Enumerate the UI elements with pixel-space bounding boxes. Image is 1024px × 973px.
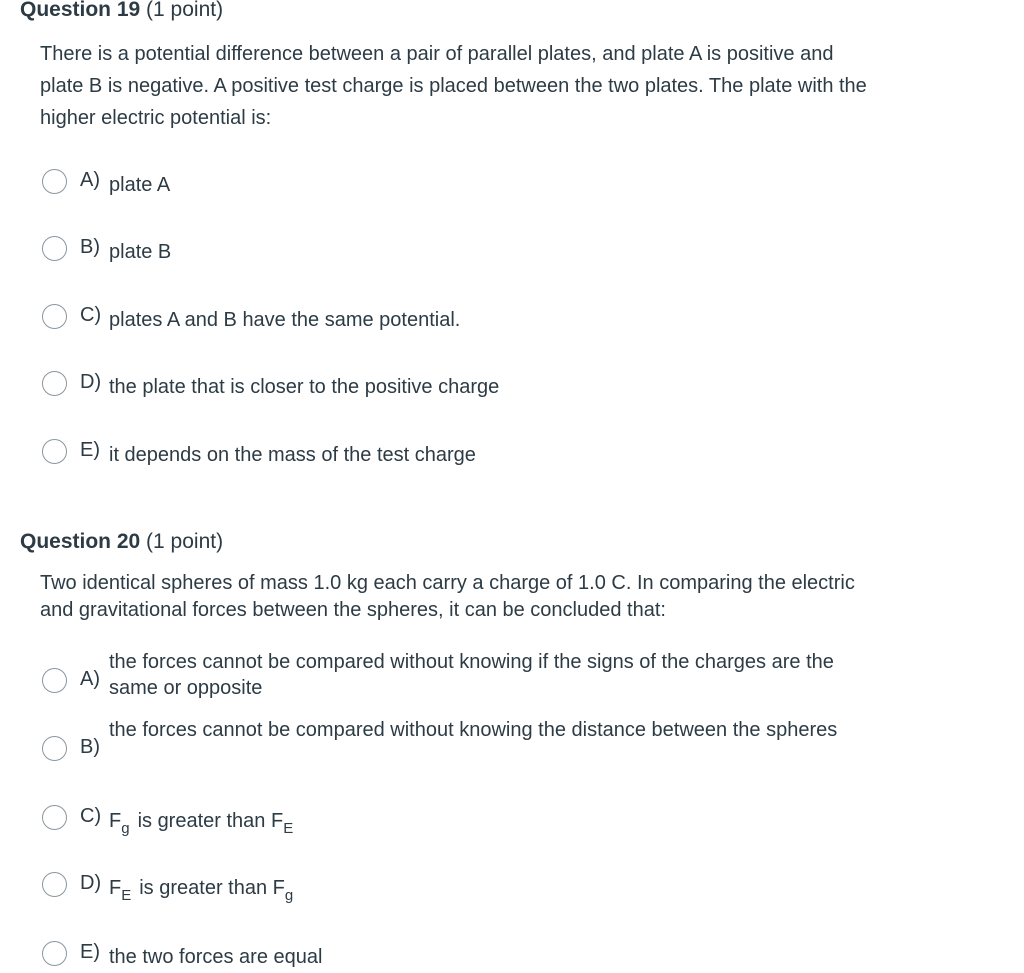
q20-option-e[interactable] <box>42 941 942 969</box>
force-subscript: E <box>121 887 132 904</box>
force-subscript: g <box>121 820 130 837</box>
question-title: Question 20 <box>20 530 141 553</box>
radio-button[interactable] <box>42 872 67 897</box>
q20-option-a[interactable] <box>42 651 942 712</box>
radio-button[interactable] <box>42 236 67 261</box>
option-text: the forces cannot be compared without knowing if the signs of the charges are the same or opposite <box>109 651 834 699</box>
force-subscript: E <box>283 820 294 837</box>
radio-button[interactable] <box>42 371 67 396</box>
option-text <box>109 808 293 836</box>
option-text: the plate that is closer to the positive charge <box>109 376 500 398</box>
q19-option-b[interactable] <box>42 236 942 264</box>
q19-option-a[interactable] <box>42 169 942 197</box>
radio-button[interactable] <box>42 736 67 761</box>
comparison-text: is greater than <box>139 877 268 899</box>
radio-button[interactable] <box>42 439 67 464</box>
question-20-text: Two identical spheres of mass 1.0 kg each carry a charge of 1.0 C. In comparing the electric and gravitational forces between the spheres, it can be concluded that: <box>40 572 855 621</box>
option-letter: A) <box>80 169 100 191</box>
option-text: plates A and B have the same potential. <box>109 309 461 331</box>
question-19-text: There is a potential difference between a pair of parallel plates, and plate A is positive and plate B is negative. A positive test charge is placed between the two plates. The plate with the higher electric potential is: <box>40 43 867 129</box>
option-letter: D) <box>80 371 102 393</box>
option-text: it depends on the mass of the test charge <box>109 444 476 466</box>
q20-option-c[interactable] <box>42 805 942 837</box>
q19-option-c[interactable] <box>42 304 942 332</box>
option-letter: B) <box>80 736 100 758</box>
question-title: Question 19 <box>20 0 141 21</box>
option-text: the forces cannot be compared without knowing the distance between the spheres <box>109 719 838 741</box>
radio-button[interactable] <box>42 668 67 693</box>
force-symbol: F <box>272 877 285 899</box>
option-letter: C) <box>80 805 102 827</box>
option-letter: D) <box>80 872 102 894</box>
option-text: the two forces are equal <box>109 946 323 968</box>
force-subscript: g <box>284 887 294 904</box>
force-symbol: F <box>109 877 122 899</box>
comparison-text: is greater than <box>137 810 266 832</box>
force-symbol: F <box>270 810 284 832</box>
question-points: (1 point) <box>146 530 224 553</box>
option-letter: B) <box>80 236 100 258</box>
option-letter: A) <box>80 668 100 690</box>
option-text: plate B <box>109 241 172 263</box>
force-symbol: F <box>109 810 122 832</box>
q20-option-d[interactable] <box>42 872 942 904</box>
radio-button[interactable] <box>42 941 67 966</box>
option-text <box>109 875 293 903</box>
option-text: plate A <box>109 174 171 196</box>
option-letter: C) <box>80 304 102 326</box>
option-letter: E) <box>80 439 100 461</box>
question-points: (1 point) <box>146 0 224 21</box>
q20-option-b[interactable] <box>42 719 942 780</box>
question-20-header <box>20 530 223 554</box>
radio-button[interactable] <box>42 169 67 194</box>
radio-button[interactable] <box>42 805 67 830</box>
q19-option-d[interactable] <box>42 371 942 399</box>
q19-option-e[interactable] <box>42 439 942 467</box>
option-letter: E) <box>80 941 100 963</box>
radio-button[interactable] <box>42 304 67 329</box>
question-19-header <box>20 0 223 22</box>
